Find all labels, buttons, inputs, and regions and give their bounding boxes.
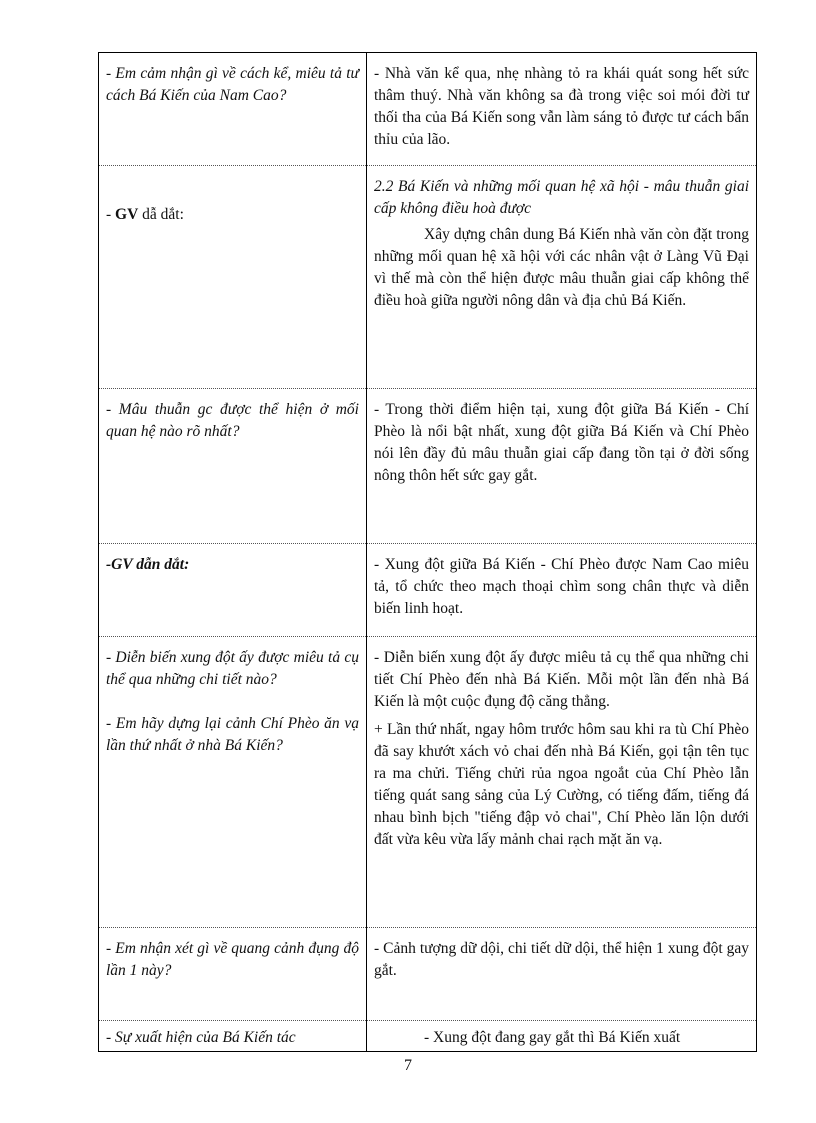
question-prefix: -: [106, 206, 116, 223]
table-row: [99, 544, 757, 637]
question-rest: dẫ dắt:: [138, 206, 184, 223]
answer-text-2: + Lần thứ nhất, ngay hôm trước hôm sau khi ra tù Chí Phèo đã say khướt xách vỏ chai đến nhà Bá Kiến, gọi tận tên tục ra ma chửi. Tiếng chửi rủa ngoa ngoắt của Chí Phèo lẫn tiếng quát sang sảng của Lý Cường, có tiếng đấm, tiếng đá nhau bình bịch "tiếng đập vỏ chai", Chí Phèo lăn lộn dưới đất vừa kêu vừa lấy mảnh chai rạch mặt ăn vạ.: [374, 721, 749, 848]
question-cell: [99, 544, 367, 637]
table-row: [99, 637, 757, 928]
question-cell: [99, 928, 367, 1021]
question-cell: [99, 389, 367, 544]
table-row: [99, 53, 757, 166]
section-heading: 2.2 Bá Kiến và những mối quan hệ xã hội - mâu thuẫn giai cấp không điều hoà được: [374, 178, 749, 217]
answer-cell: [367, 928, 757, 1021]
answer-text: - Diễn biến xung đột ấy được miêu tả cụ thể qua những chi tiết Chí Phèo đến nhà Bá Kiến. Mỗi một lần đến nhà Bá Kiến là một cuộc đụng độ căng thẳng.: [374, 649, 749, 710]
answer-cell: [367, 53, 757, 166]
answer-text: - Trong thời điểm hiện tại, xung đột giữa Bá Kiến - Chí Phèo là nổi bật nhất, xung đột giữa Bá Kiến và Chí Phèo nói lên đầy đủ mâu thuẫn giai cấp đang tồn tại ở đời sống nông thôn hết sức gay gắt.: [374, 401, 749, 484]
question-cell: [99, 166, 367, 389]
question-bold: GV: [115, 206, 139, 223]
question-cell: [99, 1021, 367, 1052]
table-row: [99, 389, 757, 544]
question-text: - Diễn biến xung đột ấy được miêu tả cụ thể qua những chi tiết nào?: [106, 649, 359, 688]
answer-text: - Nhà văn kể qua, nhẹ nhàng tỏ ra khái quát song hết sức thâm thuý. Nhà văn không sa đà trong việc soi mói đời tư thối tha của Bá Kiến song vẫn làm sáng tỏ được tư cách bẩn thỉu của lão.: [374, 65, 749, 148]
answer-text: Xây dựng chân dung Bá Kiến nhà văn còn đặt trong những mối quan hệ xã hội với các nhân vật ở Làng Vũ Đại vì thế mà còn thể hiện được mâu thuẫn giai cấp không thể điều hoà giữa người nông dân và địa chủ Bá Kiến.: [374, 226, 749, 309]
answer-cell: [367, 637, 757, 928]
question-text: - Mâu thuẫn gc được thể hiện ở mối quan hệ nào rõ nhất?: [106, 401, 359, 440]
table-row: [99, 1021, 757, 1052]
table-row: [99, 166, 757, 389]
lesson-table: [98, 52, 757, 1052]
question-text: - Em cảm nhận gì về cách kể, miêu tả tư cách Bá Kiến của Nam Cao?: [106, 65, 359, 104]
answer-cell: [367, 1021, 757, 1052]
table-row: [99, 928, 757, 1021]
answer-text: - Xung đột đang gay gắt thì Bá Kiến xuất: [424, 1029, 681, 1046]
page-number: 7: [404, 1057, 412, 1074]
question-text-2: - Em hãy dựng lại cảnh Chí Phèo ăn vạ lần thứ nhất ở nhà Bá Kiến?: [106, 715, 359, 754]
answer-cell: [367, 166, 757, 389]
question-text: [106, 204, 359, 226]
question-cell: [99, 637, 367, 928]
question-text: - Em nhận xét gì về quang cảnh đụng độ lần 1 này?: [106, 940, 359, 979]
answer-text: - Xung đột giữa Bá Kiến - Chí Phèo được Nam Cao miêu tả, tổ chức theo mạch thoại chìm song chân thực và diễn biến linh hoạt.: [374, 556, 749, 617]
question-text: -GV dẫn dắt:: [106, 556, 190, 573]
question-cell: [99, 53, 367, 166]
answer-cell: [367, 389, 757, 544]
question-text: - Sự xuất hiện của Bá Kiến tác: [106, 1029, 296, 1046]
answer-text: - Cảnh tượng dữ dội, chi tiết dữ dội, thể hiện 1 xung đột gay gắt.: [374, 940, 749, 979]
answer-cell: [367, 544, 757, 637]
